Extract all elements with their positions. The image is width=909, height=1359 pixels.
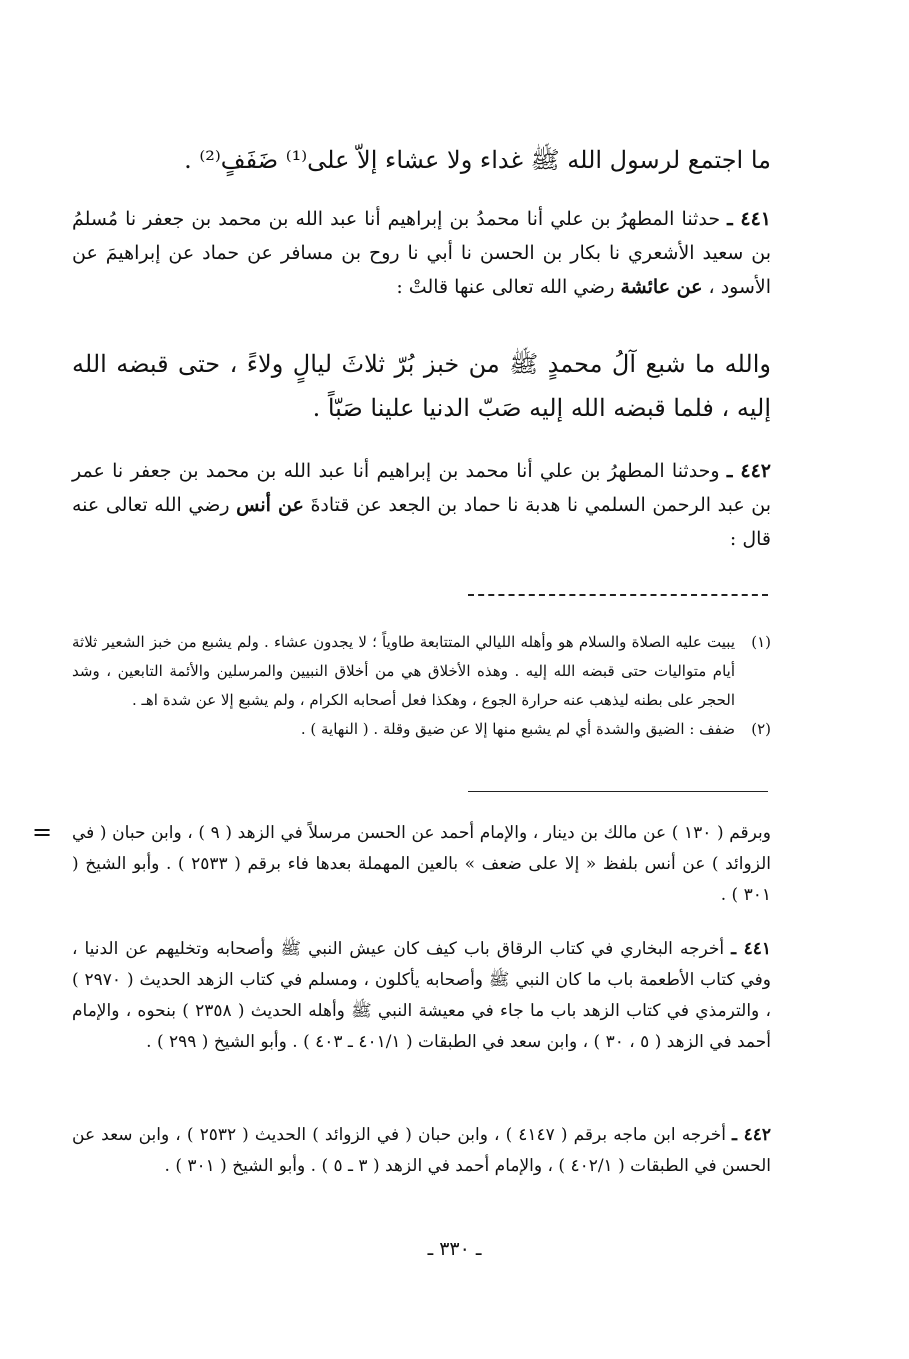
isnad-text: وحدثنا المطهرُ بن علي أنا محمد بن إبراهيم أنا عبد الله بن محمد بن جعفر نا عمر بن عبد الرحمن السلمي نا هدبة نا حماد بن الجعد عن قتادةَ <box>72 460 772 516</box>
footnote-rule <box>468 791 768 792</box>
hadith-442-isnad <box>72 454 771 556</box>
top-line-text: ما اجتمع لرسول الله ﷺ غداء ولا عشاء إلاّ على⁽¹⁾ ضَفَفٍ⁽²⁾ . <box>184 146 771 174</box>
takhrij-text: أخرجه ابن ماجه برقم ( ٤١٤٧ ) ، وابن حبان ( في الزوائد ) الحديث ( ٢٥٣٢ ) ، وابن سعد عن الحسن في الطبقات ( ٤٠٢/١ ) ، والإمام أحمد في الزهد ( ٣ ـ ٥ ) . وأبو الشيخ ( ٣٠١ ) . <box>72 1125 771 1176</box>
narrator: عن أنس <box>236 494 304 516</box>
takhrij-para-441 <box>72 934 771 1058</box>
hadith-number: ٤٤٢ ـ <box>732 1125 771 1145</box>
hadith-number: ٤٤١ ـ <box>731 939 771 959</box>
footnote <box>72 715 771 744</box>
continuation-mark: = <box>32 818 53 846</box>
page-number: ـ ٣٣٠ ـ <box>427 1238 482 1260</box>
hadith-number: ٤٤٢ ـ <box>726 460 771 482</box>
footnote <box>72 628 771 715</box>
hadith-441-matn <box>72 342 771 430</box>
footnote-mark: (١) <box>751 633 771 651</box>
isnad-end: رضي الله تعالى عنه قال : <box>72 494 771 550</box>
narrator: عن عائشة <box>620 276 703 298</box>
isnad-end: رضي الله تعالى عنها قالتْ : <box>396 276 615 298</box>
isnad-text: حدثنا المطهرُ بن علي أنا محمدُ بن إبراهيم أنا عبد الله بن محمد بن جعفر نا مُسلمُ بن سعيد الأشعري نا بكار بن الحسن نا أبي نا روح بن مسافر عن حماد عن إبراهيمَ عن الأسود ، <box>72 208 771 298</box>
takhrij-para-442 <box>72 1120 771 1182</box>
matn-text: والله ما شبع آلُ محمدٍ ﷺ من خبز بُرّ ثلاثَ ليالٍ ولاءً ، حتى قبضه الله إليه ، فلما قبضه الله إليه صَبّ الدنيا علينا صَبّاً . <box>72 350 771 422</box>
hadith-number: ٤٤١ ـ <box>727 208 771 230</box>
footnote-text: يبيت عليه الصلاة والسلام هو وأهله الليالي المتتابعة طاوياً ؛ لا يجدون عشاء . ولم يشبع من خبز الشعير ثلاثة أيام متواليات حتى قبضه الله إليه . وهذه الأخلاق هي من أخلاق النبيين والمرسلين والأئمة التابعين ، وشد الحجر على بطنه ليذهب عنه حرارة الجوع ، وهكذا فعل أصحابه الكرام ، ولم يشبع إلا عن شدة اهـ . <box>72 633 735 709</box>
footnotes <box>72 628 771 744</box>
dashed-separator <box>468 594 768 596</box>
takhrij-text: أخرجه البخاري في كتاب الرقاق باب كيف كان عيش النبي ﷺ وأصحابه وتخليهم عن الدنيا ، وفي كتاب الأطعمة باب ما كان النبي ﷺ وأصحابه يأكلون ، ومسلم في كتاب الزهد الحديث ( ٢٩٧٠ ) ، والترمذي في كتاب الزهد باب ما جاء في معيشة النبي ﷺ وأهله الحديث ( ٢٣٥٨ ) بنحوه ، والإمام أحمد في الزهد ( ٥ ، ٣٠ ) ، وابن سعد في الطبقات ( ٤٠١/١ ـ ٤٠٣ ) . وأبو الشيخ ( ٢٩٩ ) . <box>72 939 771 1052</box>
takhrij-text: وبرقم ( ١٣٠ ) عن مالك بن دينار ، والإمام أحمد عن الحسن مرسلاً في الزهد ( ٩ ) ، وابن حبان ( في الزوائد ) عن أنس بلفظ « إلا على ضعف » بالعين المهملة بعدها فاء برقم ( ٢٥٣٣ ) . وأبو الشيخ ( ٣٠١ ) . <box>72 823 771 905</box>
hadith-441-isnad <box>72 202 771 304</box>
top-line <box>150 138 771 182</box>
footnote-text: ضفف : الضيق والشدة أي لم يشبع منها إلا عن ضيق وقلة . ( النهاية ) . <box>300 720 735 738</box>
takhrij-para-1 <box>72 818 771 911</box>
footnote-mark: (٢) <box>751 720 771 738</box>
